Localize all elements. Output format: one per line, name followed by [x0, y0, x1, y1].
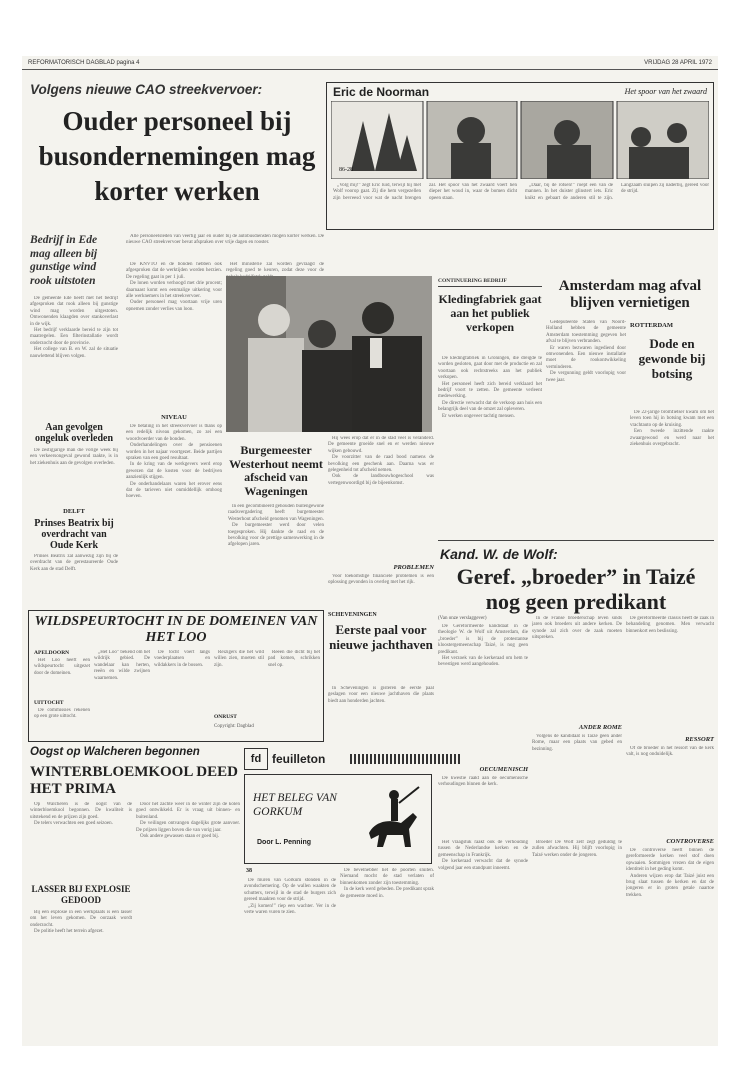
- lasser-headline: LASSER BIJ EXPLOSIE GEDOOD: [31, 884, 131, 905]
- controverse-subhead: CONTROVERSE: [666, 838, 714, 845]
- main-body-left: De gemeente Ede heeft met het bedrijf afgesproken dat rook alleen bij gunstige wind mag worden uitgestoten. Omwonenden klaagden over stankoverlast in de wijk. Het bedrijf verklaarde bereid te zijn tot maatregelen. Een filterinstallatie wordt onderzocht door de provincie. Het college van B. en W. zal de situatie nauwlettend blijven volgen.: [30, 296, 118, 359]
- botsing-text: De 22-jarige bromfietser kwam om het leven toen hij in botsing kwam met een vrachtauto op de kruising. Een tweede inzittende raakte zwaargewond en werd naar het ziekenhuis overgebracht.: [630, 410, 714, 448]
- ressort-subhead: RESSORT: [685, 736, 714, 743]
- wild-credit: Copyright: Dagblad: [214, 724, 254, 729]
- header-left: REFORMATORISCH DAGBLAD pagina 4: [28, 60, 140, 66]
- brief-2-text: Prinses Beatrix zal aanwezig zijn bij de overdracht van de gerestaureerde Oude Kerk aan de stad Delft.: [30, 554, 118, 572]
- taize-headline: Geref. „broeder” in Taizé nog geen predikant: [456, 564, 696, 614]
- taize-rule: [438, 540, 714, 541]
- comic-panels: [331, 101, 709, 179]
- wild-text-6: Reeën die dicht bij het pad komen, schrikken snel op.: [268, 650, 320, 668]
- problemen-subhead: PROBLEMEN: [393, 564, 434, 571]
- wild-text-5: Reizigers die het wild willen zien, moeten stil zijn.: [214, 650, 264, 668]
- afval-headline: Amsterdam mag afval blijven vernietigen: [558, 278, 702, 311]
- wild-text-3: „Het Loo” bekend om het wildrijk gebied. De wandelaar kan herten, reeën en wilde zwijnen waarnemen.: [94, 650, 150, 681]
- brief-2-tag: DELFT: [63, 508, 85, 515]
- bloemkool-kicker: Oogst op Walcheren begonnen: [30, 746, 200, 758]
- feuilleton-title: HET BELEG VAN GORKUM: [253, 792, 337, 818]
- taize-text-2: De kwestie raakt aan de oecumenische verhoudingen binnen de kerk.: [438, 776, 528, 788]
- wild-tag-onrust: ONRUST: [214, 714, 237, 720]
- main-kicker: Volgens nieuwe CAO streekvervoer:: [30, 82, 263, 97]
- photo-burgemeester: [226, 276, 432, 432]
- afval-text: Gedeputeerde Staten van Noord-Holland hebben de gemeente Amsterdam toestemming gegeven het afval te blijven verbranden. Er waren bezwaren ingediend door omwonenden. Een nieuwe installatie moet de rookontwikkeling verminderen. De vergunning geldt voorlopig voor twee jaar.: [546, 320, 626, 383]
- feuilleton-text-1: De muren van Gorkum stonden in de avondschemering. Op de wallen waakten de schutters, terwijl in de stad de burgers zich gereed maakten voor de strijd. „Zij komen!” riep een wachter. Ver in de verte waren vuren te zien.: [244, 878, 336, 916]
- sub-niveau: NIVEAU: [161, 414, 187, 421]
- main-headline: Ouder personeel bij busondernemingen mag korter werken: [38, 106, 316, 206]
- bloemkool-text-1: Op Walcheren is de oogst van de winterbloemkool begonnen. De kwaliteit is uitstekend en de prijzen zijn goed. De telers verwachten een goed seizoen.: [30, 802, 132, 827]
- taize-text-3: In de Franse broederschap leven sinds jaren ook broeders uit andere kerken. De synode zal zich over de zaak moeten uitspreken.: [532, 616, 622, 641]
- feuilleton-box: [244, 774, 432, 864]
- page-header: [22, 56, 718, 70]
- scheveningen-text: In Scheveningen is gisteren de eerste paal geslagen voor een nieuwe jachthaven die plaats biedt aan honderden jachten.: [328, 686, 434, 704]
- bottom-text-2: Broeder De Wolf zelf zegt geduldig te zullen afwachten. Hij blijft voorlopig in Taizé werken onder de jongeren.: [532, 840, 622, 858]
- rotterdam-tag: ROTTERDAM: [630, 322, 673, 329]
- feuilleton-label: feuilleton: [272, 752, 326, 766]
- feuilleton-text-2: De bevelhebber liet de poorten sluiten. Niemand mocht de stad verlaten of binnenkomen zonder zijn toestemming. In de kerk werd gebeden. De predikant sprak de gemeente moed in.: [340, 868, 434, 899]
- bloemkool-text-2: Door het zachte weer in de winter zijn de kolen goed ontwikkeld. Er is vraag uit binnen- en buitenland. De veilingen ontvangen dagelijks grote aanvoer. De prijzen liggen boven die van vorig jaar. Ook andere gewassen staan er goed bij.: [136, 802, 240, 840]
- main-body-col2b: De betaling in het streekvervoer is thans op een redelijk niveau gekomen, zo zei een woordvoerder van de bonden. Onderhandelingen over de pensioenen worden in het najaar voortgezet. Beide partijen spraken van een goed resultaat. In de kring van de werkgevers werd erop gewezen dat de kosten voor de bedrijven aanzienlijk stijgen. De onderhandelaars waren het erover eens dat de tarieven niet onmiddellijk omhoog hoeven.: [126, 424, 222, 500]
- botsing-headline: Dode en gewonde bij botsing: [638, 336, 706, 381]
- wild-text-2: De commissies rekenen op een grote uittocht.: [34, 708, 90, 720]
- lasser-text: Bij een explosie in een werkplaats is een lasser om het leven gekomen. De oorzaak wordt onderzocht. De politie heeft het terrein afgezet.: [30, 910, 132, 935]
- horseman-icon: [361, 783, 427, 859]
- burgemeester-headline: Burgemeester Westerhout neemt afscheid van Wageningen: [229, 443, 323, 498]
- taize-text-6: Of de broeder in het ressort van de kerk valt, is nog onduidelijk.: [626, 746, 714, 758]
- main-body-col3: Het ministerie zal worden gevraagd de regeling goed te keuren, zodat deze voor de: [226, 262, 324, 274]
- wild-tag-apeldoorn: APELDOORN: [34, 650, 70, 656]
- feuilleton-band: [350, 754, 460, 764]
- problemen-text: Voor toekomstige financiële problemen is een oplossing gevonden in overleg met het rijk.: [328, 574, 434, 586]
- brief-1-text: De zestigjarige man die vorige week bij een verkeersongeval gewond raakte, is in het ziekenhuis aan de gevolgen overleden.: [30, 448, 118, 466]
- burgemeester-text: In een gecombineerd gehouden buitengewone raadsvergadering heeft burgemeester Westerhout afscheid genomen van Wageningen. De burgemeester werd door velen toegesproken. Hij dankte de raad en de bevolking voor de prettige samenwerking in de afgelopen jaren.: [228, 504, 324, 548]
- newspaper-page: [22, 56, 718, 1046]
- comic-subtitle: Het spoor van het zwaard: [624, 87, 707, 96]
- kleding-text: De kledingfabriek in Groningen, die dreigde te worden gesloten, gaat door met de productie en zal voortaan ook rechtstreeks aan het publiek verkopen. Het personeel heeft zich bereid verklaard het bedrijf voort te zetten. De gemeente verleent medewerking. De directie verwacht dat de verkoop aan huis een belangrijk deel van de omzet zal opleveren. Er werken ongeveer tachtig mensen.: [438, 356, 542, 419]
- wild-text-4: De tocht voert langs voederplaatsen en wildakkers in de bossen.: [154, 650, 210, 668]
- taize-text-1: De Gereformeerde kandidaat in de theologie W. de Wolf uit Amsterdam, die „broeder” is bij de protestantse kloostergemeenschap Taizé, is nog geen predikant. Het verzoek van de kerkeraad om hem te bevestigen werd aangehouden.: [438, 624, 528, 668]
- oecumenisch-subhead: OECUMENISCH: [479, 766, 528, 773]
- bottom-text-1: Het vraagstuk raakt ook de verhouding tussen de Nederlandse kerken en de gemeenschap in Frankrijk. De kerkeraad verwacht dat de synode volgend jaar een standpunt inneemt.: [438, 840, 528, 871]
- kleding-tag: CONTINUERING BEDRIJF: [438, 278, 507, 284]
- feuilleton-logo: fd: [244, 748, 268, 770]
- brief-2-headline: Prinses Beatrix bij overdracht van Oude Kerk: [34, 518, 114, 551]
- comic-text: „Volg mij!” zegt Eric luid, terwijl hij met Wolf voorop gaat. Zij die hem vergezellen zijn bevreesd voor wat de nacht brengen zal. Het spoor van het zwaard voert hen dieper het woud in, waar de bomen dicht opeen staan. „Daar, bij de rotsen!” roept een van de mannen. In het duister glinstert iets. Eric knikt en gebaart de anderen stil te zijn. Langzaam sluipen zij naderbij, gereed voor de strijd.: [333, 183, 709, 201]
- taize-text-5: De gereformeerde classis heeft de zaak in behandeling genomen. Men verwacht binnenkort een beslissing.: [626, 616, 714, 634]
- taize-kicker: Kand. W. de Wolf:: [440, 546, 558, 562]
- main-body-col2: De KNVTO en de bonden hebben ook afgesproken dat de werktijden worden herzien. De regeling gaat in per 1 juli. De lonen worden verhoogd met drie procent; daarnaast komt een eenmalige uitkering voor alle werknemers in het streekvervoer. Ouder personeel mag voortaan vrije uren opnemen zonder verlies van loon.: [126, 262, 222, 312]
- burgemeester-text-2: Hij wees erop dat er in de stad veel is veranderd. De gemeente groeide snel en er werden nieuwe wijken gebouwd. De voorzitter van de raad bood namens de bevolking een geschenk aan. Daarna was er gelegenheid tot afscheid nemen. Ook de landbouwhogeschool was vertegenwoordigd bij de bijeenkomst.: [328, 436, 434, 486]
- wild-headline: WILDSPEURTOCHT IN DE DOMEINEN VAN HET LOO: [34, 614, 318, 645]
- taize-text-7: De controverse heeft binnen de gereformeerde kerken veel stof doen opwaaien. Sommigen vrezen dat de eigen identiteit in het geding komt. Anderen wijzen erop dat Taizé juist een brug slaat tussen de kerken en dat de jongeren er in groten getale naartoe trekken.: [626, 848, 714, 898]
- header-right: VRIJDAG 28 APRIL 1972: [644, 60, 712, 66]
- wild-text-1: Het Loo heeft een wildspeurtocht uitgezet door de domeinen.: [34, 658, 90, 676]
- ander-rome-subhead: ANDER ROME: [578, 724, 622, 731]
- main-intro-text: Alle personeelsleden van veertig jaar en ouder bij de autobusdiensten mogen korter werken. De nieuwe CAO streekvervoer bevat afspraken over vrije dagen en rooster.: [126, 234, 324, 246]
- comic-title: Eric de Noorman: [333, 85, 430, 99]
- taize-text-4: Volgens de kandidaat is Taizé geen ander Rome, maar een plaats van gebed en bezinning.: [532, 734, 622, 752]
- scheveningen-tag: SCHEVENINGEN: [328, 612, 377, 618]
- photo-burgemeester-image: [226, 276, 432, 432]
- wild-tag-uittocht: UITTOCHT: [34, 700, 64, 706]
- feuilleton-author: Door L. Penning: [257, 839, 312, 846]
- scheveningen-headline: Eerste paal voor nieuwe jachthaven: [329, 622, 433, 652]
- taize-byline: (Van onze verslaggever): [438, 616, 487, 621]
- comic-strip: [326, 82, 714, 230]
- bloemkool-headline: WINTERBLOEMKOOL DEED HET PRIMA: [30, 764, 238, 797]
- comic-panel-number: 86-28: [339, 167, 353, 173]
- kleding-rule: [438, 286, 542, 287]
- main-deck: Bedrijf in Ede mag alleen bij gunstige wind rook uitstoten: [30, 234, 98, 287]
- feuilleton-number: 38: [246, 868, 252, 874]
- brief-1-headline: Aan gevolgen ongeluk overleden: [34, 422, 114, 444]
- kleding-headline: Kledingfabriek gaat aan het publiek verkopen: [438, 292, 542, 334]
